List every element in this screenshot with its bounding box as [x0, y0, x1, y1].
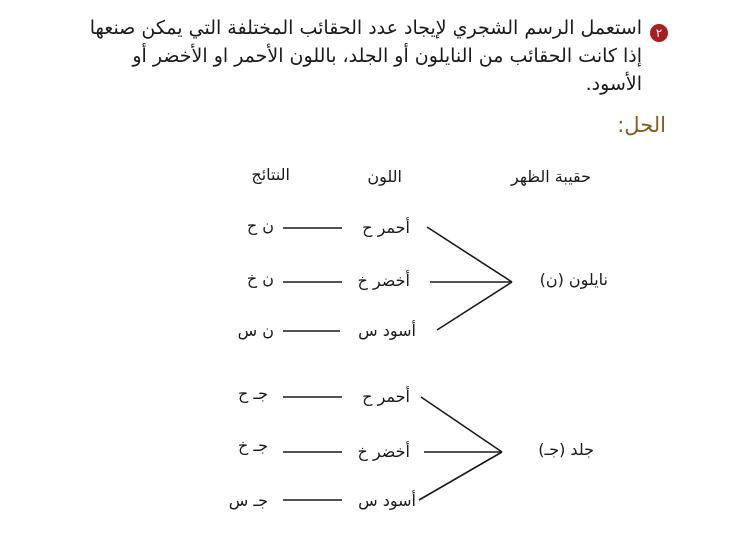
material-nylon: نايلون (ن): [539, 270, 608, 289]
question-text: استعمل الرسم الشجري لإيجاد عدد الحقائب المختلفة التي يمكن صنعها إذا كانت الحقائب من النايلون أو الجلد، باللون الأحمر او الأخضر أو الأسود.: [89, 17, 642, 95]
result-label: ن س: [237, 321, 274, 340]
color-label: أحمر ح: [362, 387, 410, 406]
result-label: ن ح: [246, 216, 274, 235]
header-results: النتائج: [251, 165, 290, 184]
material-leather: جلد (جـ): [538, 440, 594, 459]
branch-line: [421, 397, 502, 452]
result-label: ن خ: [246, 269, 274, 288]
color-label: أخضر خ: [357, 271, 410, 290]
result-label: جـ ح: [238, 384, 268, 403]
header-bag: حقيبة الظهر: [511, 167, 591, 186]
color-label: أخضر خ: [357, 442, 410, 461]
color-label: أحمر ح: [362, 218, 410, 237]
color-label: أسود س: [358, 321, 416, 340]
question-number-badge: ٢: [650, 24, 668, 42]
color-label: أسود س: [358, 491, 416, 510]
branch-line: [427, 227, 512, 282]
branch-line: [419, 452, 502, 500]
header-color: اللون: [367, 167, 402, 186]
branch-line: [437, 282, 512, 330]
solution-label: الحل:: [617, 113, 666, 137]
result-label: جـ خ: [238, 436, 268, 455]
result-label: جـ س: [228, 491, 268, 510]
